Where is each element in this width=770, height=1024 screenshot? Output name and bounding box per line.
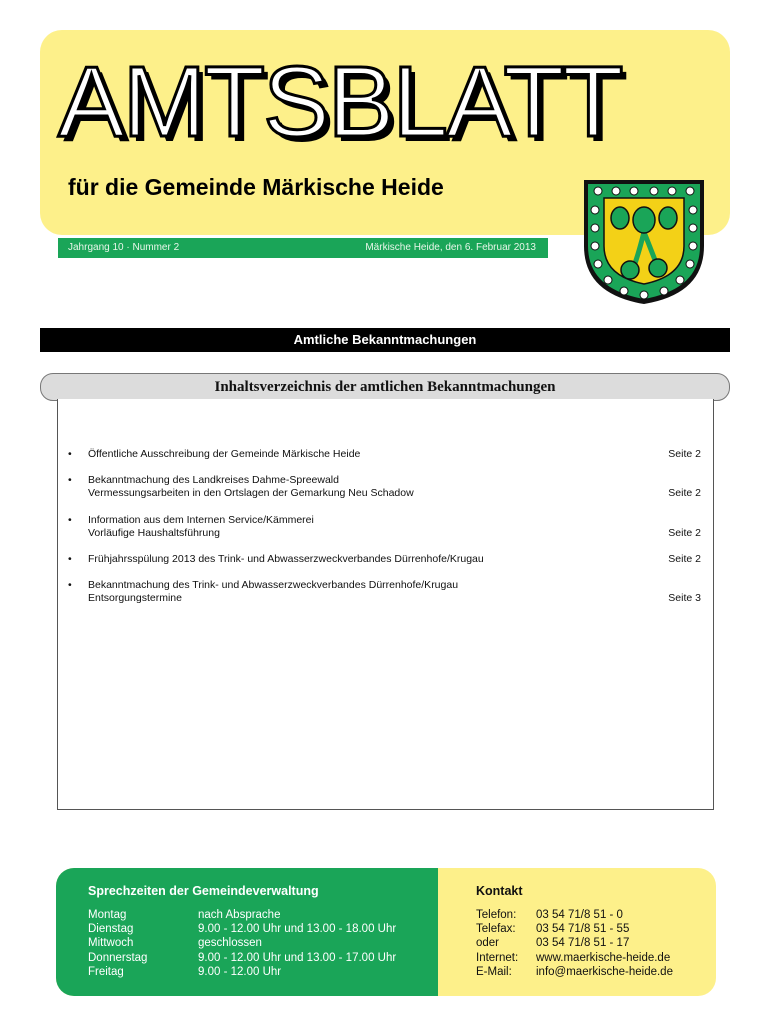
section-heading: Amtliche Bekanntmachungen <box>40 328 730 352</box>
weekday: Mittwoch <box>88 937 134 949</box>
bullet-icon: • <box>68 474 72 486</box>
toc-item-text: Öffentliche Ausschreibung der Gemeinde Märkische Heide <box>88 448 361 460</box>
toc-item-page: Seite 2 <box>668 527 701 539</box>
bullet-icon: • <box>68 514 72 526</box>
office-hours-title: Sprechzeiten der Gemeindeverwaltung <box>88 884 319 898</box>
weekday: Freitag <box>88 966 124 978</box>
weekday: Dienstag <box>88 923 134 935</box>
toc-item-line: Bekanntmachung des Trink- und Abwasserzweckverbandes Dürrenhofe/Krugau <box>88 579 459 591</box>
toc-item-page: Seite 2 <box>668 448 701 460</box>
contact-title: Kontakt <box>476 884 523 898</box>
issue-number: Jahrgang 10 · Nummer 2 <box>68 242 180 253</box>
toc-item-text: Frühjahrsspülung 2013 des Trink- und Abwasserzweckverbandes Dürrenhofe/Krugau <box>88 553 484 565</box>
contact-label: E-Mail: <box>476 966 512 978</box>
hours: geschlossen <box>198 937 262 949</box>
toc-item-line: Bekanntmachung des Landkreises Dahme-Spreewald <box>88 474 339 486</box>
issue-bar <box>58 238 548 258</box>
toc-item-text <box>88 579 608 605</box>
website-link[interactable]: www.maerkische-heide.de <box>536 952 671 964</box>
toc-item-text <box>88 474 608 500</box>
toc-item-text <box>88 514 608 540</box>
contact-label: Telefax: <box>476 923 516 935</box>
hours: 9.00 - 12.00 Uhr und 13.00 - 18.00 Uhr <box>198 923 397 935</box>
toc-item-line: Vermessungsarbeiten in den Ortslagen der Gemarkung Neu Schadow <box>88 487 414 499</box>
contact-label: oder <box>476 937 500 949</box>
coat-of-arms-icon <box>578 176 710 308</box>
issue-date: Märkische Heide, den 6. Februar 2013 <box>365 242 536 253</box>
toc-item-line: Vorläufige Haushaltsführung <box>88 527 220 539</box>
bullet-icon: • <box>68 553 72 565</box>
contact-value: 03 54 71/8 51 - 17 <box>536 937 630 949</box>
weekday: Donnerstag <box>88 952 148 964</box>
toc-item-line: Entsorgungstermine <box>88 592 182 604</box>
toc-item-line: Information aus dem Internen Service/Kämmerei <box>88 514 314 526</box>
toc-panel <box>57 399 714 810</box>
bullet-icon: • <box>68 448 72 460</box>
toc-item-page: Seite 2 <box>668 487 701 499</box>
footer-panel <box>56 868 716 996</box>
office-hours-panel <box>56 868 438 996</box>
contact-label: Telefon: <box>476 909 517 921</box>
contact-value: 03 54 71/8 51 - 55 <box>536 923 630 935</box>
toc-heading: Inhaltsverzeichnis der amtlichen Bekanntmachungen <box>40 373 730 401</box>
contact-value: 03 54 71/8 51 - 0 <box>536 909 623 921</box>
hours: 9.00 - 12.00 Uhr <box>198 966 282 978</box>
publication-subtitle: für die Gemeinde Märkische Heide <box>68 174 444 200</box>
hours: nach Absprache <box>198 909 281 921</box>
toc-item-page: Seite 2 <box>668 553 701 565</box>
weekday: Montag <box>88 909 127 921</box>
masthead-title: AMTSBLATT <box>58 46 622 158</box>
contact-label: Internet: <box>476 952 519 964</box>
bullet-icon: • <box>68 579 72 591</box>
email-link[interactable]: info@maerkische-heide.de <box>536 966 673 978</box>
toc-item-page: Seite 3 <box>668 592 701 604</box>
hours: 9.00 - 12.00 Uhr und 13.00 - 17.00 Uhr <box>198 952 397 964</box>
